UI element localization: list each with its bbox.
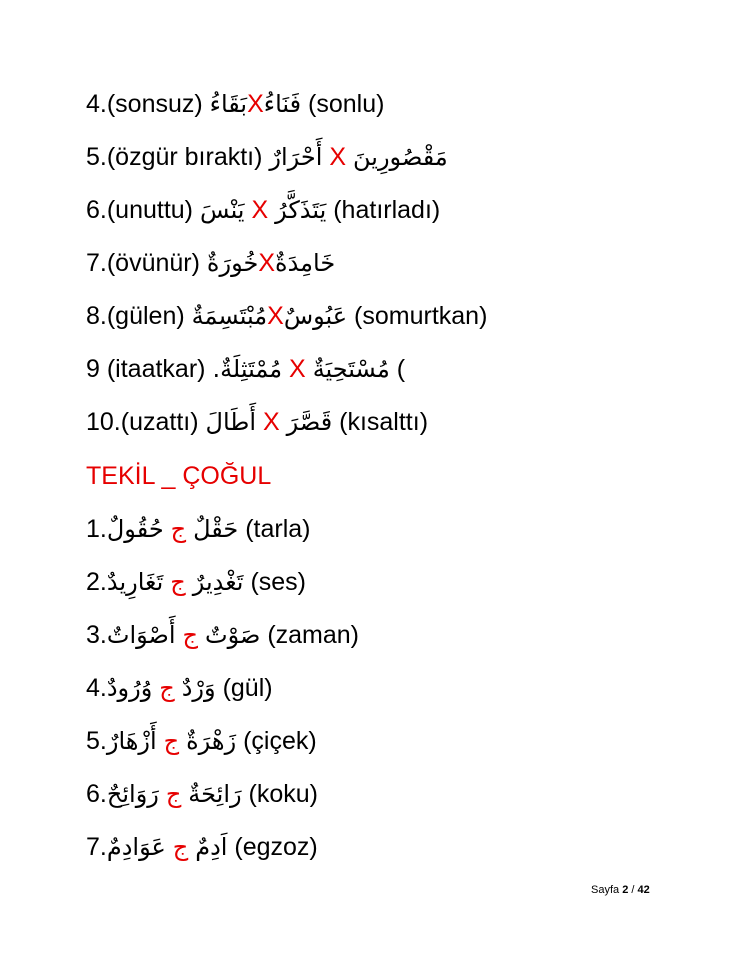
antonym-suffix: (somurtkan)	[354, 302, 488, 330]
antonym-line	[86, 142, 448, 172]
arabic-word: رَوَائِحٌ	[106, 780, 159, 808]
antonym-separator: X	[247, 90, 264, 118]
arabic-word: أَصْوَاتٌ	[106, 621, 176, 649]
arabic-word: حُقُولٌ	[106, 515, 164, 543]
footer-separator: /	[631, 884, 635, 896]
arabic-word: أَزْهَارٌ	[106, 727, 157, 755]
plural-separator: ج	[172, 833, 189, 861]
antonym-prefix: 9 (itaatkar)	[86, 355, 206, 383]
plural-line	[86, 779, 318, 809]
footer-total-pages: 42	[637, 884, 650, 896]
arabic-word: تَغْدِيرٌ	[192, 568, 244, 596]
antonym-separator: X	[267, 302, 284, 330]
arabic-word: مُسْتَحِيَةٌ	[312, 355, 390, 383]
antonym-separator: X	[251, 196, 269, 224]
page-footer	[591, 883, 650, 897]
plural-line	[86, 567, 306, 597]
antonym-prefix: 10.(uzattı)	[86, 408, 199, 436]
antonym-separator: X	[329, 143, 347, 171]
arabic-word: زَهْرَةٌ	[186, 727, 237, 755]
plural-separator: ج	[182, 621, 199, 649]
arabic-word: صَوْتٌ	[204, 621, 261, 649]
plural-separator: ج	[170, 515, 187, 543]
plural-meaning: (koku)	[248, 780, 319, 808]
antonym-line	[86, 195, 440, 225]
arabic-word: يَنْسَ	[199, 196, 245, 224]
plural-line	[86, 832, 318, 862]
arabic-word: بَقَاءُ	[209, 90, 248, 118]
arabic-word: مُمْتَثِلَةٌ.	[212, 355, 283, 383]
arabic-word: عَوَادِمٌ	[106, 833, 166, 861]
arabic-word: مَقْصُورِينَ	[353, 143, 448, 171]
plural-line	[86, 673, 273, 703]
footer-page-number: 2	[622, 884, 629, 896]
antonym-separator: X	[263, 408, 280, 436]
antonym-prefix: 7.(övünür)	[86, 249, 200, 277]
arabic-word: عَبُوسٌ	[283, 302, 348, 330]
antonym-line	[86, 354, 405, 384]
antonym-separator: X	[289, 355, 306, 383]
plural-number: 3.	[86, 621, 107, 649]
antonym-line	[86, 407, 428, 437]
antonym-suffix: (hatırladı)	[333, 196, 441, 224]
plural-separator: ج	[165, 780, 182, 808]
arabic-word: وُرُودٌ	[106, 674, 153, 702]
plural-meaning: (egzoz)	[234, 833, 318, 861]
antonym-prefix: 8.(gülen)	[86, 302, 185, 330]
plural-meaning: (çiçek)	[243, 727, 317, 755]
antonym-prefix: 6.(unuttu)	[86, 196, 194, 224]
antonym-prefix: 5.(özgür bıraktı)	[86, 143, 263, 171]
arabic-word: خُورَةٌ	[206, 249, 259, 277]
plural-separator: ج	[163, 727, 180, 755]
arabic-word: تَغَارِيدٌ	[106, 568, 164, 596]
plural-number: 1.	[86, 515, 107, 543]
plural-meaning: (ses)	[250, 568, 306, 596]
section-heading: TEKİL _ ÇOĞUL	[86, 462, 272, 490]
plural-number: 6.	[86, 780, 107, 808]
plural-line	[86, 726, 317, 756]
footer-label: Sayfa	[591, 884, 620, 896]
arabic-word: اَدِمٌ	[195, 833, 228, 861]
plural-separator: ج	[159, 674, 175, 702]
antonym-prefix: 4.(sonsuz)	[86, 90, 203, 118]
arabic-word: وَرْدٌ	[181, 674, 216, 702]
arabic-word: قَصَّرَ	[286, 408, 333, 436]
plural-line	[86, 514, 310, 544]
plural-meaning: (tarla)	[245, 515, 311, 543]
plural-number: 4.	[86, 674, 107, 702]
arabic-word: رَائِحَةٌ	[188, 780, 242, 808]
arabic-word: أَطَالَ	[205, 408, 257, 436]
antonym-line	[86, 89, 384, 119]
antonym-suffix: (kısalttı)	[339, 408, 429, 436]
antonym-suffix: (	[396, 355, 406, 383]
arabic-word: يَتَذَكَّرُ	[275, 196, 327, 224]
arabic-word: فَنَاءُ	[263, 90, 302, 118]
arabic-word: أَحْرَارٌ	[269, 143, 323, 171]
antonym-suffix: (sonlu)	[308, 90, 385, 118]
arabic-word: خَامِدَةٌ	[275, 249, 336, 277]
plural-line	[86, 620, 359, 650]
antonym-line	[86, 301, 487, 331]
antonym-line	[86, 248, 335, 278]
plural-separator: ج	[170, 568, 186, 596]
arabic-word: حَقْلٌ	[193, 515, 239, 543]
plural-meaning: (gül)	[222, 674, 273, 702]
arabic-word: مُبْتَسِمَةٌ	[191, 302, 268, 330]
plural-number: 2.	[86, 568, 107, 596]
plural-number: 5.	[86, 727, 107, 755]
plural-number: 7.	[86, 833, 107, 861]
antonym-separator: X	[258, 249, 275, 277]
plural-meaning: (zaman)	[267, 621, 359, 649]
